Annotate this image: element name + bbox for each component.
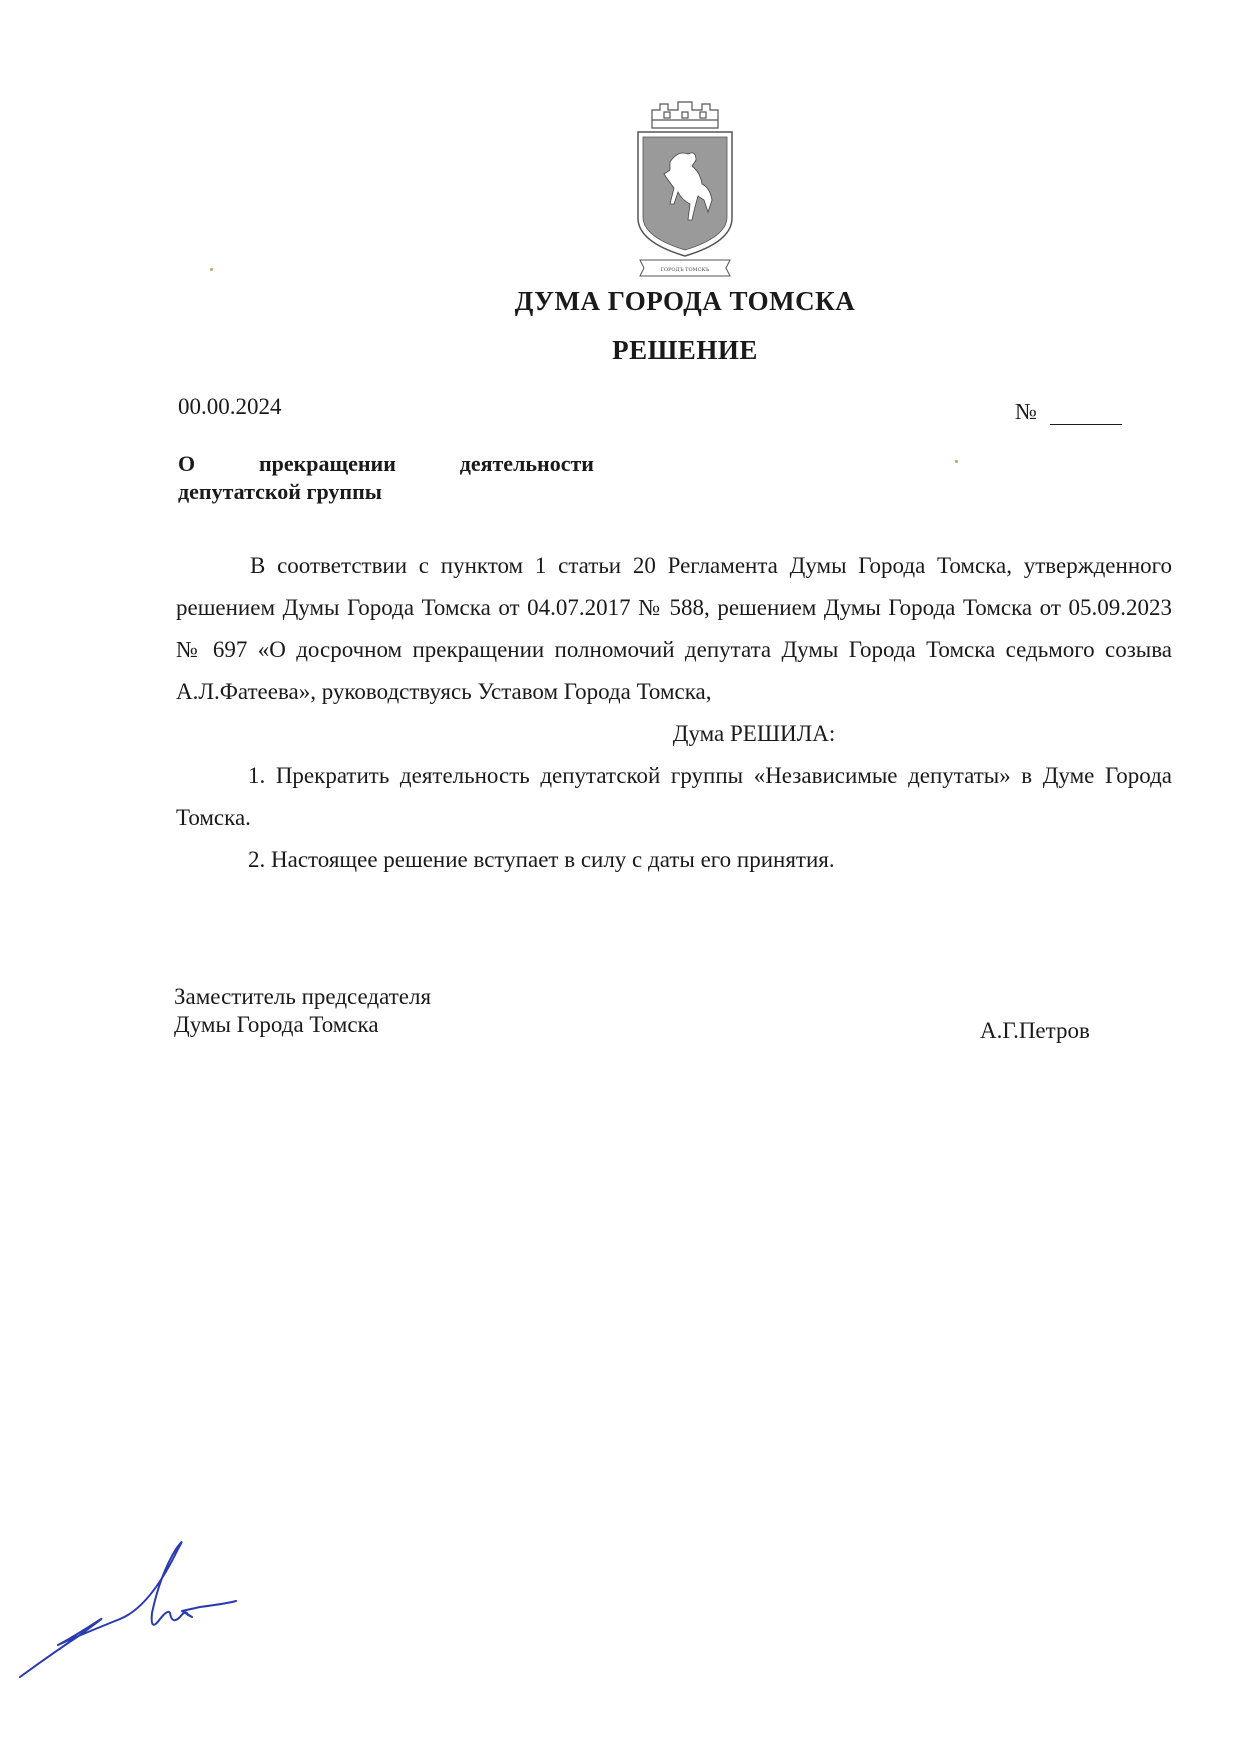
organization-name: ДУМА ГОРОДА ТОМСКА [514,286,856,316]
scan-speck [210,268,213,271]
subject-word: О [178,451,196,476]
city-emblem-icon [630,100,740,280]
signatory-position [174,983,431,1039]
subject-word: деятельности [459,451,594,476]
document-date: 00.00.2024 [178,394,282,419]
document-number-blank [1050,424,1122,425]
signatory-position-line: Думы Города Томска [174,1012,379,1037]
scan-speck [955,460,958,463]
document-number-label: № [1015,399,1037,424]
preamble-paragraph: В соответствии с пунктом 1 статьи 20 Регламента Думы Города Томска, утвержденного решением Думы Города Томска от 04.07.2017 № 588, решением Думы Города Томска от 05.09.2023 № 697 «О досрочном прекращении полномочий депутата Думы Города Томска седьмого созыва А.Л.Фатеева», руководствуясь Уставом Города Томска, [176,553,1172,704]
document-type: РЕШЕНИЕ [612,335,758,365]
document-subject [178,450,594,506]
resolution-item: 2. Настоящее решение вступает в силу с даты его принятия. [248,847,835,872]
resolved-heading: Дума РЕШИЛА: [672,721,836,746]
signatory-name: А.Г.Петров [980,1018,1090,1043]
handwritten-signature [10,1535,240,1685]
subject-line-2: депутатской группы [178,479,382,504]
subject-word: прекращении [258,451,396,476]
document-body [176,545,1172,881]
subject-line-1 [178,450,594,478]
signatory-position-line: Заместитель председателя [174,984,432,1009]
emblem-ribbon-text: ГОРОДЪ ТОМСКЪ [660,267,710,273]
resolution-item: 1. Прекратить деятельность депутатской группы «Независимые депутаты» в Думе Города Томска. [176,763,1172,830]
